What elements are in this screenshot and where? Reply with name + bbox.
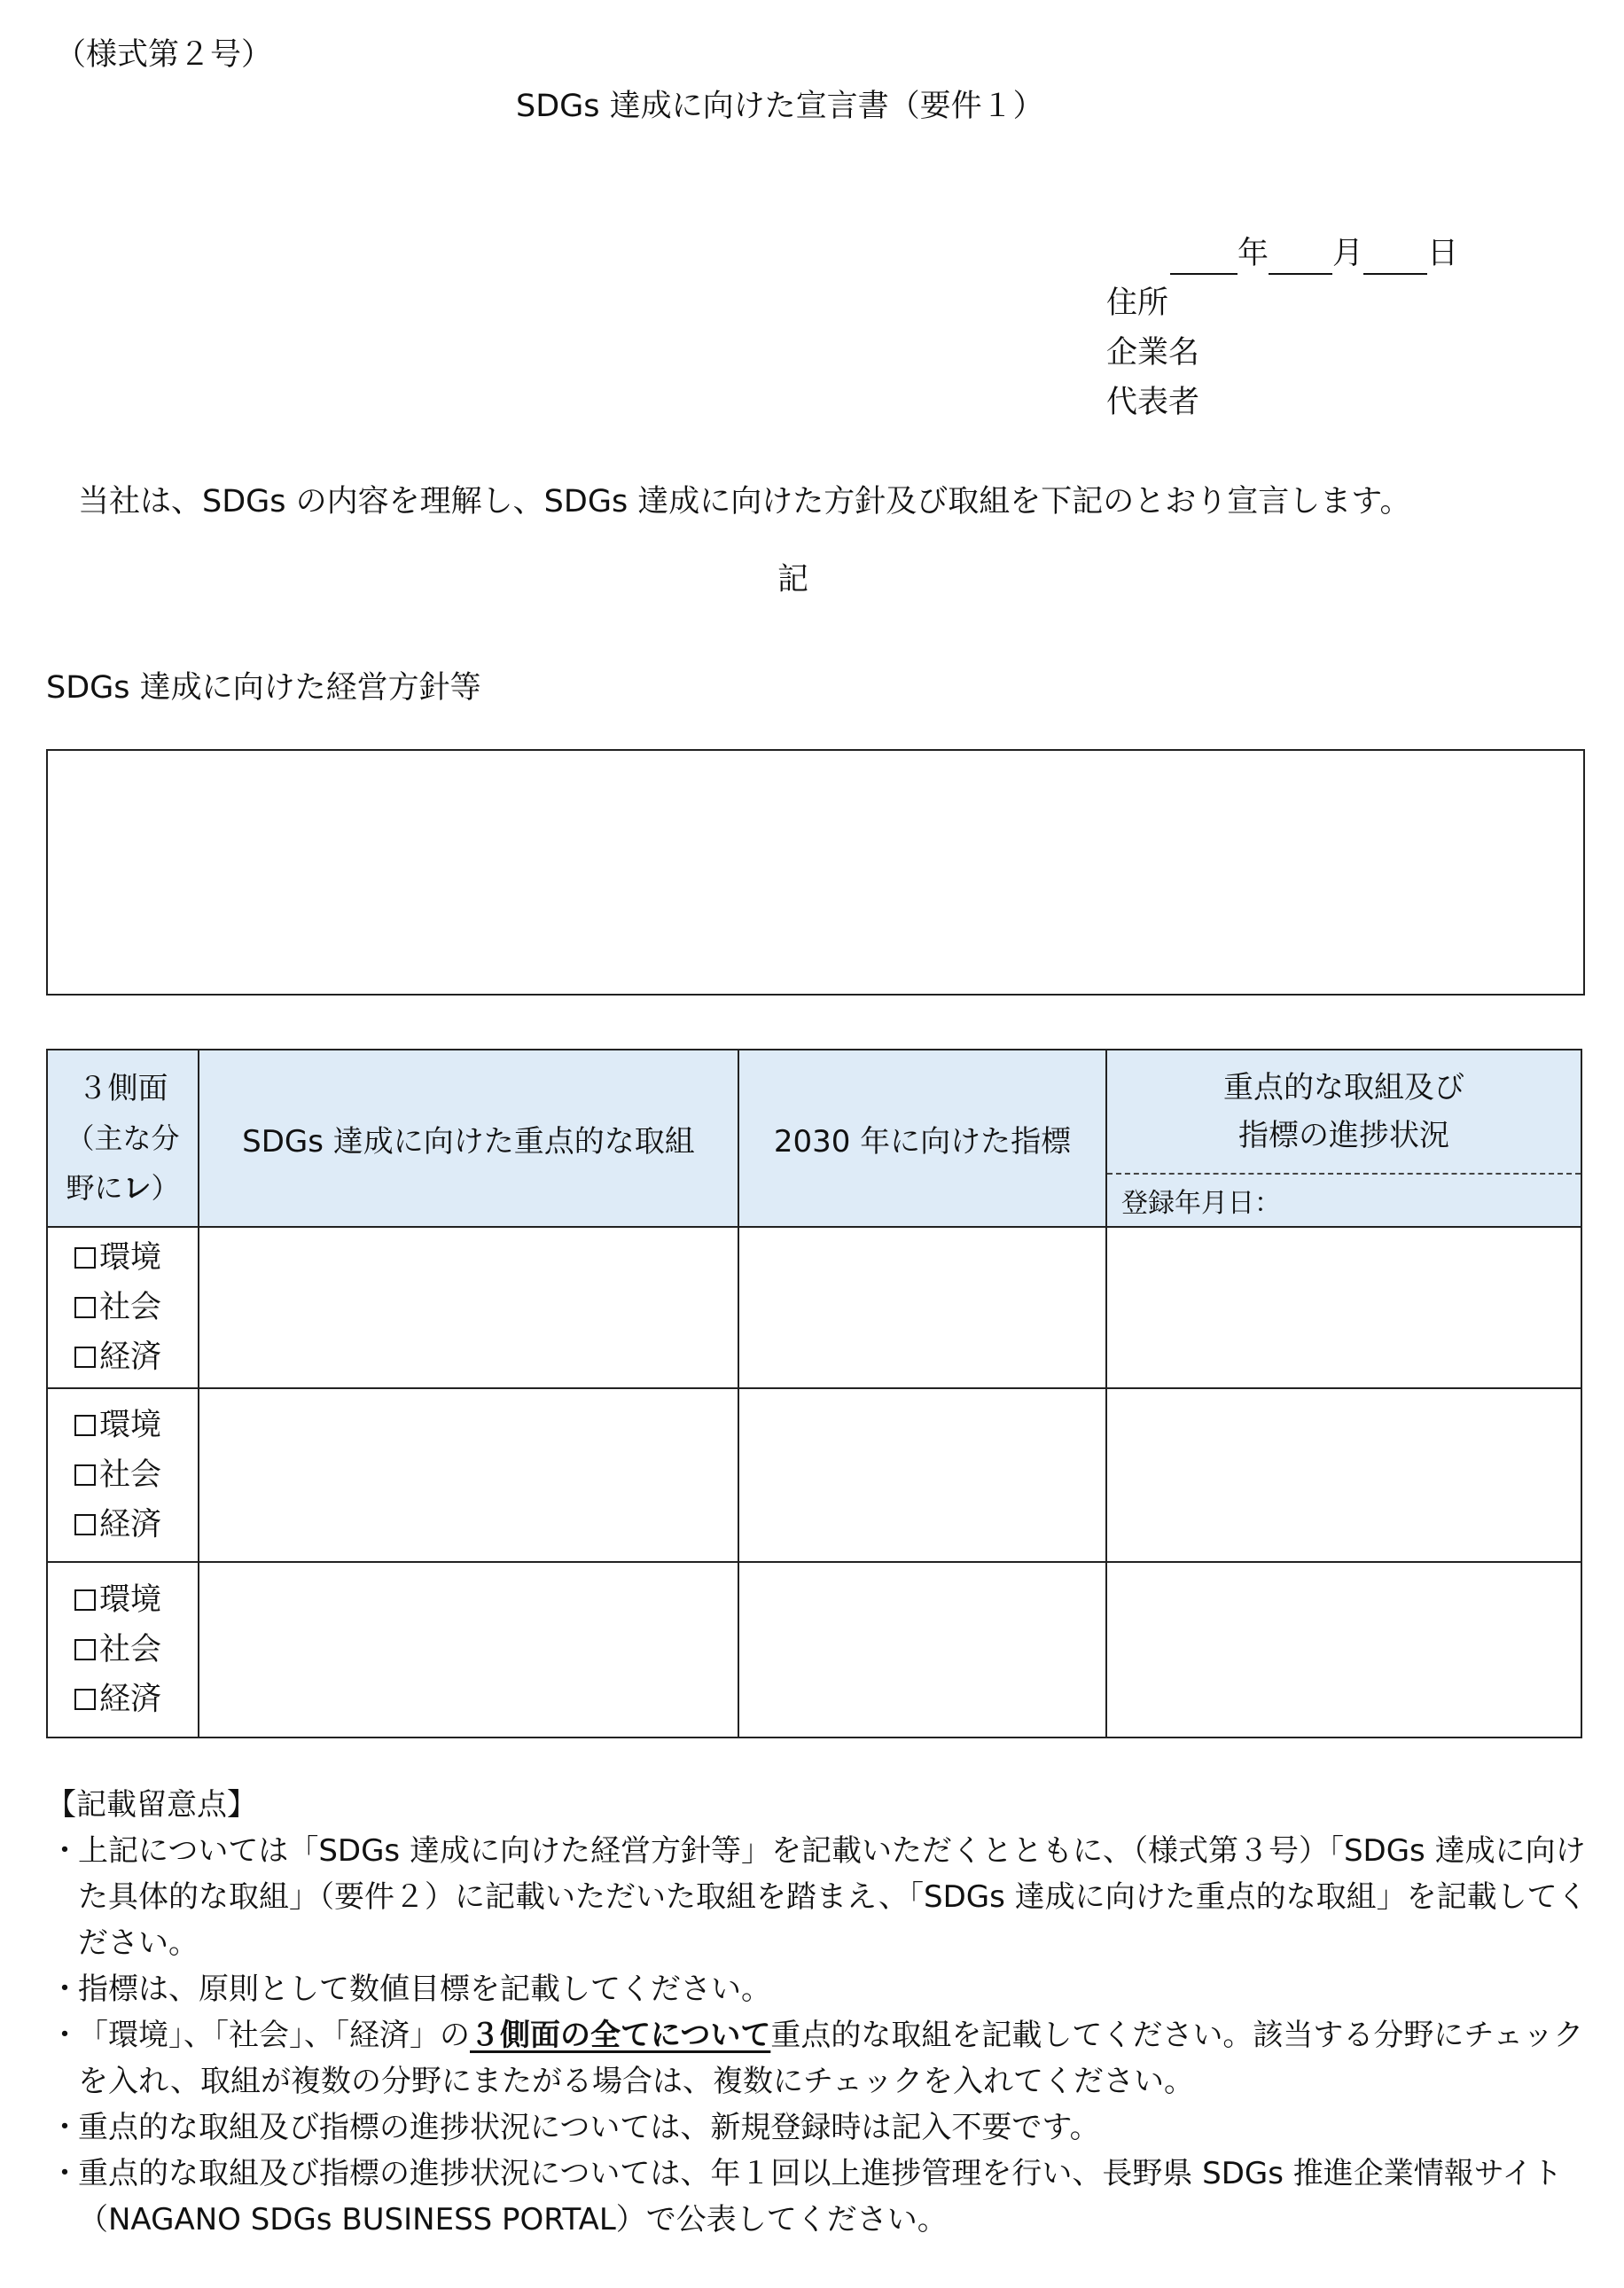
notes-heading: 【記載留意点】 [46,1787,257,1823]
initiative-cell[interactable] [199,1562,738,1737]
note-item: ・ 上記については「SDGs 達成に向けた経営方針等」を記載いただくとともに、（様式第３号）「SDGs 達成に向けた具体的な取組」（要件２）に記載いただいた取組を踏まえ、「SDGs 達成に向けた重点的な取組」を記載してください。 [46,1828,1606,1966]
aspect-header [47,1050,199,1227]
initiative-header: SDGs 達成に向けた重点的な取組 [199,1050,738,1227]
progress-cell[interactable] [1106,1227,1581,1388]
checkbox-icon[interactable] [74,1247,96,1269]
notes-section [46,1782,1606,2243]
indicator-header: 2030 年に向けた指標 [738,1050,1106,1227]
aspect-header-line3: 野にレ） [66,1171,180,1205]
progress-header-line1: 重点的な取組及び [1223,1070,1464,1105]
bullet: ・ [50,2110,80,2145]
checkbox-icon[interactable] [74,1297,96,1318]
year-blank[interactable] [1170,238,1238,275]
checkbox-icon[interactable] [74,1415,96,1436]
initiative-cell[interactable] [199,1227,738,1388]
document-title: SDGs 達成に向けた宣言書（要件１） [516,89,1044,124]
month-blank[interactable] [1269,238,1332,275]
table-row [47,1562,1581,1737]
note-item: ・ 重点的な取組及び指標の進捗状況については、年１回以上進捗管理を行い、長野県 SDGs 推進企業情報サイト（NAGANO SDGs BUSINESS PORTAL）で公表してください。 [46,2151,1606,2243]
bullet: ・ [50,1972,80,2007]
checkbox-icon[interactable] [74,1589,96,1611]
progress-cell[interactable] [1106,1388,1581,1562]
address-label: 住所 [1106,285,1169,321]
date-line [1170,232,1458,275]
registration-date-label: 登録年月日： [1121,1188,1281,1219]
ki-label: 記 [777,562,809,597]
bullet: ・ [50,2156,80,2191]
note-item: ・ 「環境」、「社会」、「経済」の３側面の全てについて重点的な取組を記載してください。該当する分野にチェックを入れ、取組が複数の分野にまたがる場合は、複数にチェックを入れてください。 [46,2012,1606,2104]
note-item: ・ 重点的な取組及び指標の進捗状況については、新規登録時は記入不要です。 [46,2104,1606,2151]
checkbox-society[interactable]: 社会 [74,1283,198,1332]
checkbox-icon[interactable] [74,1464,96,1486]
company-name-label: 企業名 [1106,335,1200,371]
progress-cell[interactable] [1106,1562,1581,1737]
table-row [47,1388,1581,1562]
progress-header [1106,1050,1581,1227]
representative-label: 代表者 [1106,385,1200,420]
aspect-cell [47,1388,199,1562]
policy-input-box[interactable] [46,749,1585,996]
initiative-cell[interactable] [199,1388,738,1562]
checkbox-icon[interactable] [74,1514,96,1535]
emphasis-text: ３側面の全てについて [470,2018,771,2053]
indicator-cell[interactable] [738,1227,1106,1388]
indicator-cell[interactable] [738,1562,1106,1737]
checkbox-society[interactable]: 社会 [74,1450,198,1500]
checkbox-economy[interactable]: 経済 [74,1675,198,1724]
day-blank[interactable] [1363,238,1427,275]
bullet: ・ [50,2018,80,2053]
checkbox-economy[interactable]: 経済 [74,1500,198,1550]
checkbox-environment[interactable]: 環境 [74,1401,198,1450]
aspect-header-line1: ３側面 [77,1071,168,1106]
checkbox-icon[interactable] [74,1347,96,1368]
aspect-cell [47,1562,199,1737]
year-label: 年 [1238,236,1269,271]
check-mark-label: レ [122,1171,152,1205]
indicator-cell[interactable] [738,1388,1106,1562]
policy-heading: SDGs 達成に向けた経営方針等 [46,670,481,706]
initiatives-table [46,1049,1582,1738]
checkbox-environment[interactable]: 環境 [74,1575,198,1625]
month-label: 月 [1332,236,1364,271]
checkbox-society[interactable]: 社会 [74,1625,198,1675]
progress-header-line2: 指標の進捗状況 [1238,1118,1449,1153]
aspect-cell [47,1227,199,1388]
declaration-text: 当社は、SDGs の内容を理解し、SDGs 達成に向けた方針及び取組を下記のとおり宣言します。 [78,484,1411,519]
day-label: 日 [1427,236,1459,271]
checkbox-environment[interactable]: 環境 [74,1233,198,1283]
checkbox-icon[interactable] [74,1689,96,1710]
checkbox-icon[interactable] [74,1639,96,1660]
form-number: （様式第２号） [55,37,273,73]
bullet: ・ [50,1833,80,1869]
note-item: ・ 指標は、原則として数値目標を記載してください。 [46,1966,1606,2012]
table-row [47,1227,1581,1388]
aspect-header-line2: （主な分 [66,1121,180,1155]
checkbox-economy[interactable]: 経済 [74,1332,198,1382]
